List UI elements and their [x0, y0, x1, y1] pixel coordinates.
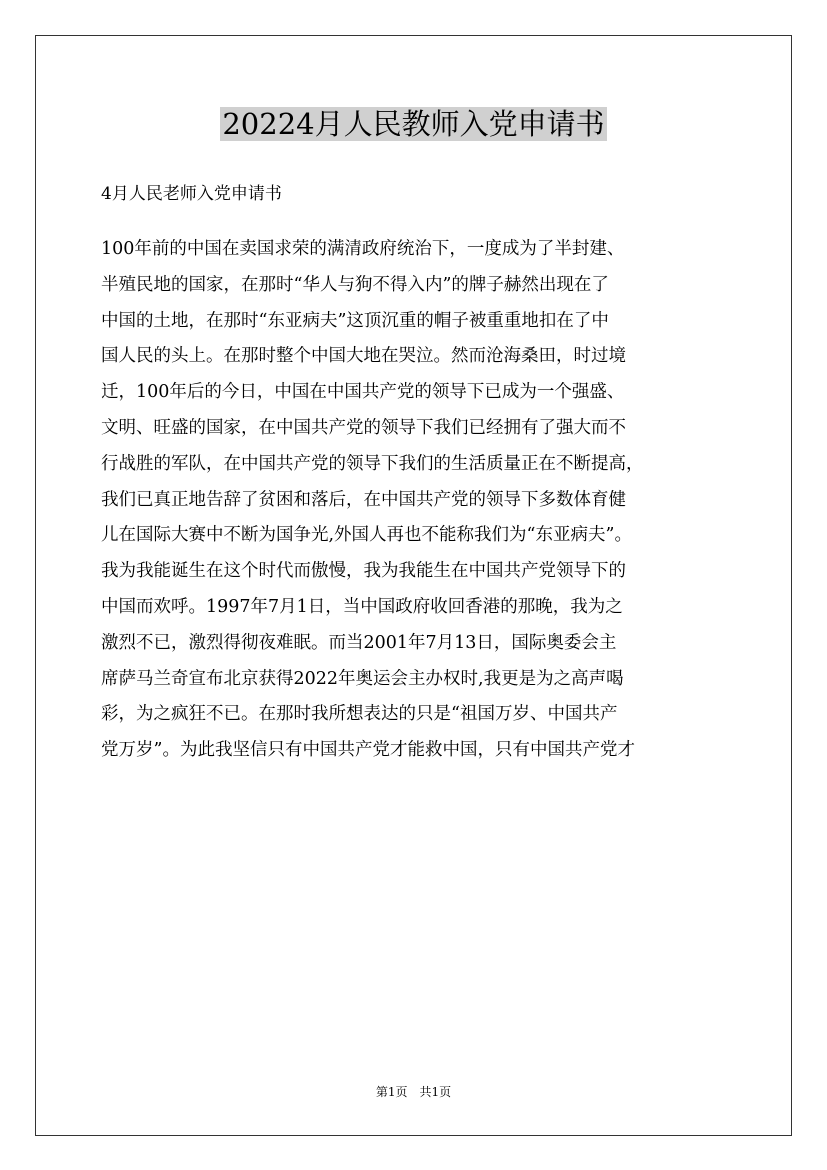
body-line: 激烈不已，激烈得彻夜难眠。而当2001年7月13日，国际奥委会主 [101, 632, 617, 653]
body-line: 我为我能诞生在这个时代而傲慢，我为我能生在中国共产党领导下的 [101, 561, 626, 582]
document-title [0, 100, 827, 148]
page-footer [0, 1082, 827, 1102]
page-number: 第1页 [375, 1085, 408, 1099]
body-line: 党万岁”。为此我坚信只有中国共产党才能救中国，只有中国共产党才 [101, 740, 635, 761]
body-line: 中国而欢呼。1997年7月1日，当中国政府收回香港的那晚，我为之 [101, 596, 623, 617]
document-subtitle: 4月人民老师入党申请书 [101, 184, 282, 204]
body-line: 中国的土地，在那时“东亚病夫”这顶沉重的帽子被重重地扣在了中 [101, 310, 609, 331]
page-total: 共1页 [419, 1085, 452, 1099]
body-line: 100年前的中国在卖国求荣的满清政府统治下，一度成为了半封建、 [101, 239, 625, 259]
body-line: 儿在国际大赛中不断为国争光,外国人再也不能称我们为“东亚病夫”。 [101, 525, 632, 546]
body-line: 文明、旺盛的国家，在中国共产党的领导下我们已经拥有了强大而不 [101, 417, 626, 438]
body-line: 席萨马兰奇宣布北京获得2022年奥运会主办权时,我更是为之高声喝 [101, 668, 624, 689]
body-line: 我们已真正地告辞了贫困和落后，在中国共产党的领导下多数体育健 [101, 489, 626, 510]
body-line: 半殖民地的国家，在那时“华人与狗不得入内”的牌子赫然出现在了 [101, 274, 609, 295]
body-line: 国人民的头上。在那时整个中国大地在哭泣。然而沧海桑田，时过境 [101, 346, 626, 367]
body-line: 彩，为之疯狂不已。在那时我所想表达的只是“祖国万岁、中国共产 [101, 704, 618, 725]
document-title-text: 20224月人民教师入党申请书 [222, 107, 605, 141]
body-text [101, 232, 761, 769]
body-line: 行战胜的军队，在中国共产党的领导下我们的生活质量正在不断提高， [101, 453, 644, 474]
body-line: 迁，100年后的今日，中国在中国共产党的领导下已成为一个强盛、 [101, 382, 625, 403]
